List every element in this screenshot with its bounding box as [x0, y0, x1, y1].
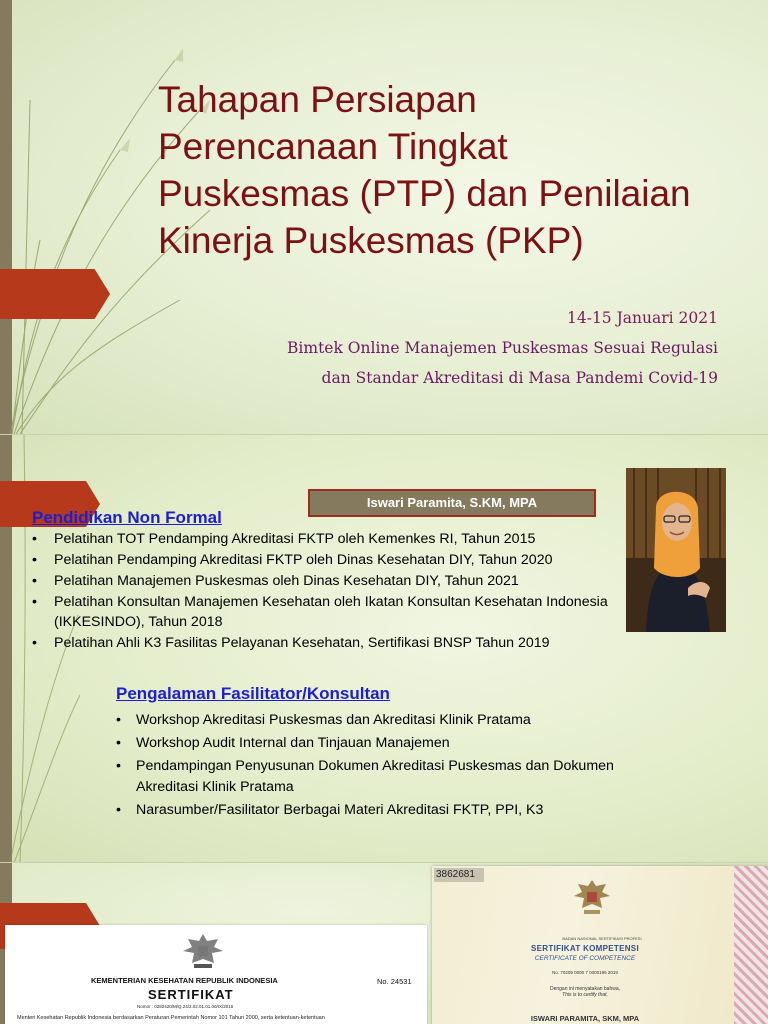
section-title-non-formal-education: Pendidikan Non Formal	[32, 508, 222, 527]
title-line: Kinerja Puskesmas (PKP)	[158, 220, 584, 261]
list-item: • Workshop Akreditasi Puskesmas dan Akreditasi Klinik Pratama	[114, 710, 634, 731]
title-slide	[0, 0, 768, 434]
title-line: Puskesmas (PTP) dan Penilaian	[158, 173, 691, 214]
list-item: • Workshop Audit Internal dan Tinjauan Manajemen	[114, 733, 634, 754]
ministry-certificate	[5, 925, 427, 1024]
speaker-photo	[626, 468, 726, 632]
event-name-line-2: dan Standar Akreditasi di Masa Pandemi Covid-19	[321, 369, 718, 387]
speaker-photo-image	[626, 468, 726, 632]
certificate-agency: BADAN NASIONAL SERTIFIKASI PROFESI	[562, 936, 642, 941]
title-line: Tahapan Persiapan	[158, 79, 477, 120]
list-item: • Pelatihan TOT Pendamping Akreditasi FKTP oleh Kemenkes RI, Tahun 2015	[30, 529, 620, 549]
certificate-reference: Nomor : 0282420/M/Q.24/2.02.01.01.00/IX/2015	[137, 1004, 234, 1009]
certificate-title: SERTIFIKAT	[148, 987, 234, 1002]
arrow-tab-decoration	[0, 269, 110, 319]
list-item: • Pendampingan Penyusunan Dokumen Akreditasi Puskesmas dan Dokumen Akreditasi Klinik Pratama	[114, 756, 634, 798]
certificate-number: No. 24531	[377, 977, 412, 986]
certificate-declaration	[520, 986, 650, 998]
certificate-border-pattern	[734, 866, 768, 1024]
page-title	[158, 76, 758, 264]
declaration-line: Dengan ini menyatakan bahwa,	[549, 986, 621, 992]
certificate-number: No. 70209 0000 7 0000195 2019	[552, 970, 618, 975]
garuda-emblem-icon	[572, 876, 612, 920]
garuda-emblem-icon	[181, 931, 225, 973]
event-name-line-1: Bimtek Online Manajemen Puskesmas Sesuai Regulasi	[287, 339, 718, 357]
list-item: • Pelatihan Konsultan Manajemen Kesehatan oleh Ikatan Konsultan Kesehatan Indonesia (IKKESINDO), Tahun 2018	[30, 592, 620, 632]
title-line: Perencanaan Tingkat	[158, 126, 508, 167]
declaration-line: This is to certify that,	[562, 992, 608, 998]
competence-certificate	[432, 866, 768, 1024]
list-item: • Pelatihan Manajemen Puskesmas oleh Dinas Kesehatan DIY, Tahun 2021	[30, 571, 620, 591]
certificates-slide	[0, 862, 768, 1024]
profile-slide	[0, 434, 768, 862]
certificate-body-text: Menteri Kesehatan Republik Indonesia berdasarkan Peraturan Pemerintah Nomor 101 Tahun 2000, serta ketentuan-ketentuan	[17, 1015, 325, 1021]
non-formal-education-list	[30, 529, 620, 653]
facilitator-experience-list	[114, 710, 634, 821]
certificate-title: SERTIFIKAT KOMPETENSI	[531, 944, 639, 953]
certificate-ministry: KEMENTERIAN KESEHATAN REPUBLIK INDONESIA	[91, 976, 278, 985]
section-title-facilitator-experience: Pengalaman Fasilitator/Konsultan	[116, 684, 390, 703]
certificate-serial: 3862681	[434, 868, 484, 882]
list-item: • Narasumber/Fasilitator Berbagai Materi Akreditasi FKTP, PPI, K3	[114, 800, 634, 821]
speaker-name-box: Iswari Paramita, S.KM, MPA	[308, 489, 596, 517]
certificate-subtitle: CERTIFICATE OF COMPETENCE	[534, 955, 636, 962]
list-item: • Pelatihan Pendamping Akreditasi FKTP oleh Dinas Kesehatan DIY, Tahun 2020	[30, 550, 620, 570]
list-item: • Pelatihan Ahli K3 Fasilitas Pelayanan Kesehatan, Sertifikasi BNSP Tahun 2019	[30, 633, 620, 653]
event-date: 14-15 Januari 2021	[566, 309, 718, 327]
certificate-holder-name: ISWARI PARAMITA, SKM, MPA	[530, 1014, 640, 1023]
